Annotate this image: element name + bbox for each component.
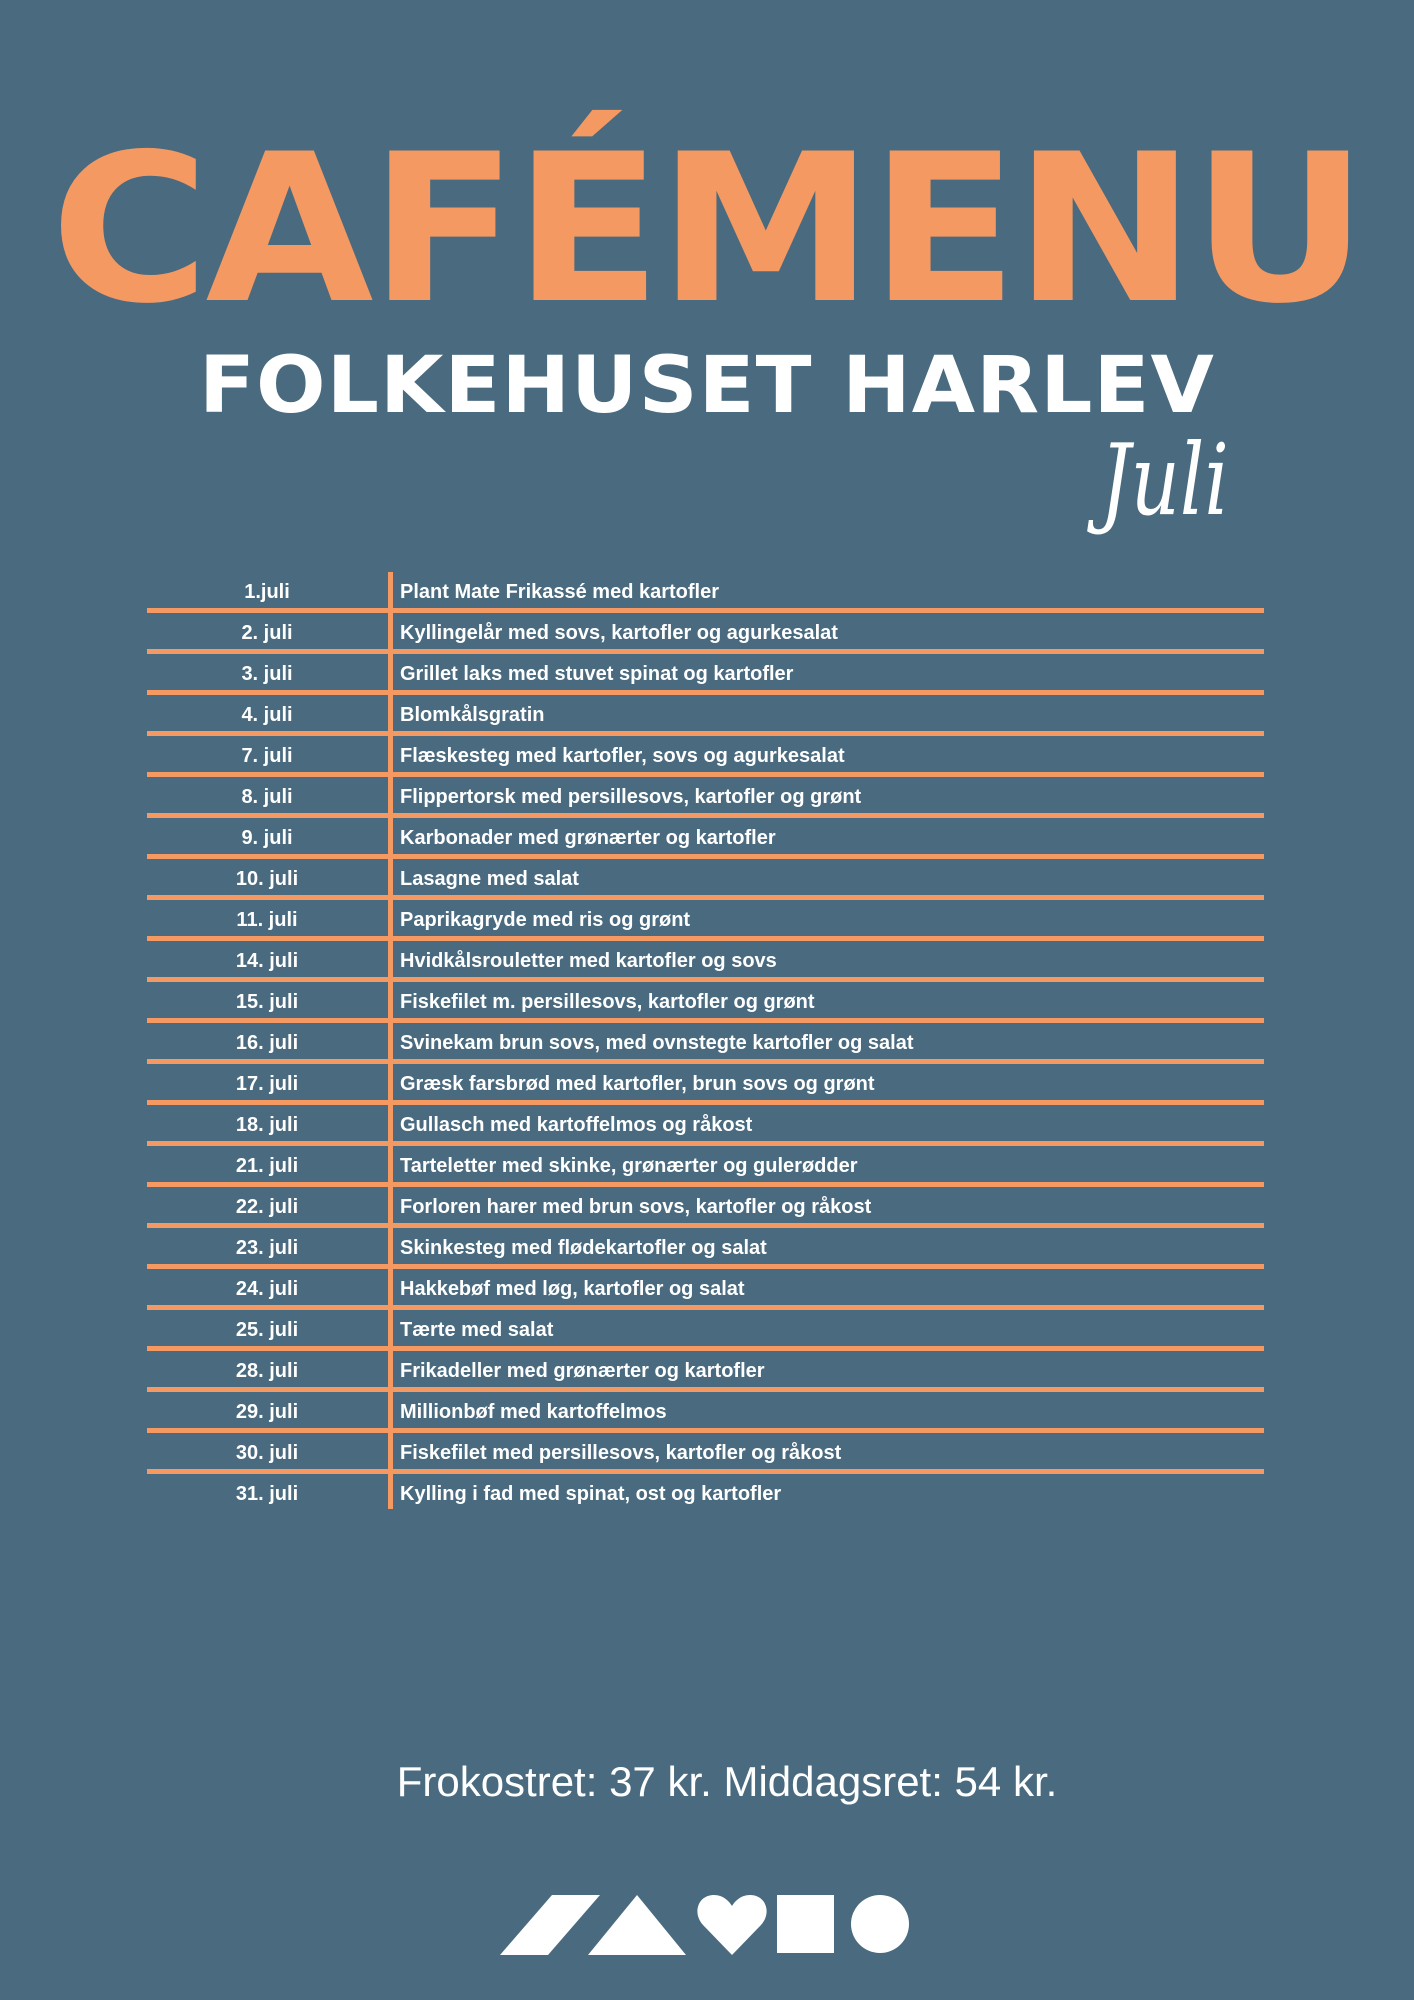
menu-dish: Blomkålsgratin xyxy=(400,704,545,726)
menu-date: 4. juli xyxy=(241,704,293,726)
menu-date: 28. juli xyxy=(235,1360,299,1382)
menu-dish: Kyllingelår med sovs, kartofler og agurkesalat xyxy=(400,622,838,644)
menu-row xyxy=(147,1105,1264,1146)
menu-row xyxy=(147,777,1264,818)
menu-dish: Svinekam brun sovs, med ovnstegte kartofler og salat xyxy=(400,1032,914,1054)
menu-dish: Tærte med salat xyxy=(400,1319,554,1341)
menu-row xyxy=(147,982,1264,1023)
month-label: Juli xyxy=(1100,424,1229,538)
menu-row xyxy=(147,1351,1264,1392)
menu-date: 29. juli xyxy=(235,1401,299,1423)
triangle-icon xyxy=(588,1895,686,1955)
menu-row xyxy=(147,1269,1264,1310)
menu-table xyxy=(147,572,1264,1513)
menu-dish: Karbonader med grønærter og kartofler xyxy=(400,827,776,849)
menu-dish: Forloren harer med brun sovs, kartofler og råkost xyxy=(400,1196,872,1218)
menu-date: 16. juli xyxy=(235,1032,299,1054)
menu-date: 31. juli xyxy=(235,1483,299,1505)
menu-date: 7. juli xyxy=(241,745,293,767)
menu-dish: Skinkesteg med flødekartofler og salat xyxy=(400,1237,767,1259)
menu-date: 18. juli xyxy=(235,1114,299,1136)
menu-dish: Paprikagryde med ris og grønt xyxy=(400,909,691,931)
menu-date: 8. juli xyxy=(241,786,293,808)
menu-dish: Tarteletter med skinke, grønærter og gulerødder xyxy=(400,1155,858,1177)
menu-date: 25. juli xyxy=(235,1319,299,1341)
menu-dish: Millionbøf med kartoffelmos xyxy=(400,1401,667,1423)
square-icon xyxy=(777,1895,834,1953)
menu-date: 23. juli xyxy=(235,1237,299,1259)
menu-row xyxy=(147,1228,1264,1269)
menu-dish: Hvidkålsrouletter med kartofler og sovs xyxy=(400,950,777,972)
menu-dish: Plant Mate Frikassé med kartofler xyxy=(400,581,720,603)
menu-row xyxy=(147,1433,1264,1474)
logo xyxy=(500,1893,920,1955)
menu-date: 1.juli xyxy=(244,581,290,603)
venue-name: FOLKEHUSET HARLEV xyxy=(199,341,1215,431)
parallelogram-icon xyxy=(500,1895,600,1955)
menu-date: 9. juli xyxy=(241,827,293,849)
column-divider xyxy=(388,572,393,1509)
menu-date: 15. juli xyxy=(235,991,299,1013)
menu-date: 24. juli xyxy=(235,1278,299,1300)
menu-date: 10. juli xyxy=(235,868,299,890)
menu-dish: Kylling i fad med spinat, ost og kartofler xyxy=(400,1483,782,1505)
menu-date: 3. juli xyxy=(241,663,293,685)
menu-dish: Hakkebøf med løg, kartofler og salat xyxy=(400,1278,745,1300)
menu-row xyxy=(147,1064,1264,1105)
price-info: Frokostret: 37 kr. Middagsret: 54 kr. xyxy=(396,1758,1058,1805)
menu-date: 17. juli xyxy=(235,1073,299,1095)
menu-row xyxy=(147,818,1264,859)
menu-row xyxy=(147,1474,1264,1513)
menu-date: 14. juli xyxy=(235,950,299,972)
menu-date: 30. juli xyxy=(235,1442,299,1464)
menu-dish: Flæskesteg med kartofler, sovs og agurkesalat xyxy=(400,745,845,767)
menu-dish: Flippertorsk med persillesovs, kartofler og grønt xyxy=(400,786,862,808)
menu-row xyxy=(147,1392,1264,1433)
menu-row xyxy=(147,695,1264,736)
menu-dish: Frikadeller med grønærter og kartofler xyxy=(400,1360,765,1382)
menu-row xyxy=(147,654,1264,695)
menu-row xyxy=(147,1146,1264,1187)
menu-row xyxy=(147,900,1264,941)
menu-row xyxy=(147,859,1264,900)
menu-dish: Fiskefilet m. persillesovs, kartofler og grønt xyxy=(400,991,815,1013)
circle-icon xyxy=(851,1895,909,1953)
menu-row xyxy=(147,941,1264,982)
menu-row xyxy=(147,1187,1264,1228)
menu-row xyxy=(147,736,1264,777)
heart-icon xyxy=(697,1895,766,1955)
menu-date: 11. juli xyxy=(236,909,298,931)
page-title: CAFÉMENU xyxy=(50,111,1364,349)
menu-row xyxy=(147,1310,1264,1351)
menu-date: 2. juli xyxy=(241,622,293,644)
menu-date: 21. juli xyxy=(235,1155,299,1177)
menu-dish: Gullasch med kartoffelmos og råkost xyxy=(400,1114,753,1136)
menu-row xyxy=(147,613,1264,654)
menu-dish: Lasagne med salat xyxy=(400,868,579,890)
menu-row xyxy=(147,572,1264,613)
menu-dish: Græsk farsbrød med kartofler, brun sovs og grønt xyxy=(400,1073,875,1095)
menu-date: 22. juli xyxy=(235,1196,299,1218)
menu-dish: Grillet laks med stuvet spinat og kartofler xyxy=(400,663,794,685)
menu-dish: Fiskefilet med persillesovs, kartofler og råkost xyxy=(400,1442,842,1464)
menu-row xyxy=(147,1023,1264,1064)
